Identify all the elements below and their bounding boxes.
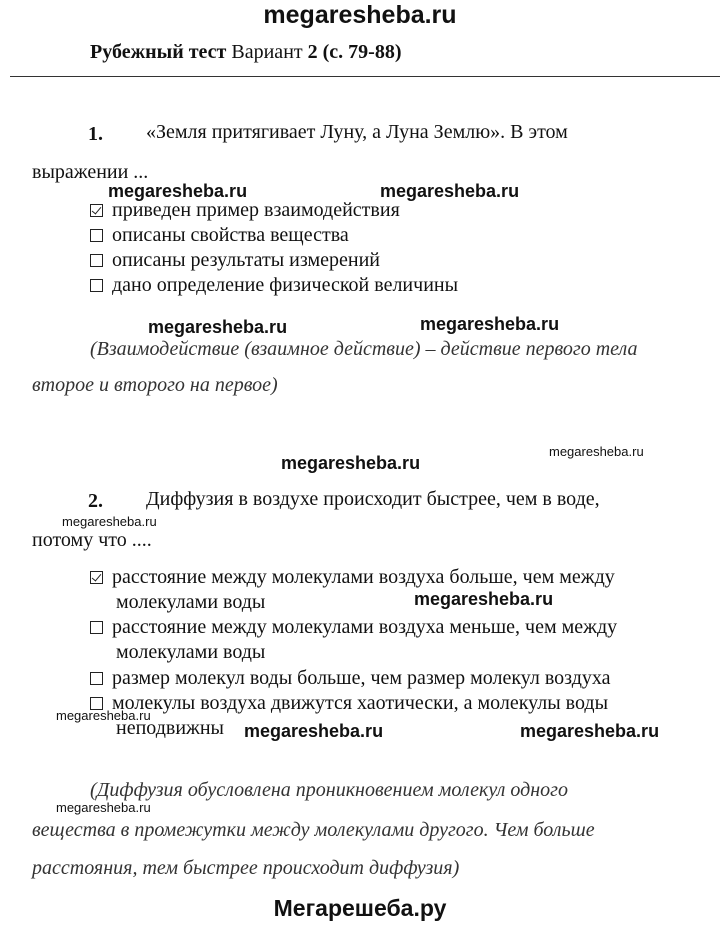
variant-pages: 2 (с. 79-88)	[307, 41, 402, 63]
checkbox-checked-icon	[90, 571, 103, 584]
q2-number: 2.	[88, 490, 103, 512]
watermark: megaresheba.ru	[56, 800, 151, 815]
watermark: megaresheba.ru	[414, 589, 554, 609]
q1-explanation-line2: второе и второго на первое)	[32, 374, 278, 396]
q1-text-line1: «Земля притягивает Луну, а Луна Землю». В этом	[146, 121, 568, 143]
watermark: megaresheba.ru	[62, 514, 157, 529]
watermark: megaresheba.ru	[380, 181, 520, 201]
q2-option-1-cont: молекулами воды	[116, 591, 266, 613]
watermark: megaresheba.ru	[148, 317, 288, 337]
q2-option-1-text: расстояние между молекулами воздуха больше, чем между	[112, 566, 615, 588]
watermark: megaresheba.ru	[56, 708, 151, 723]
q2-explanation-line2: вещества в промежутки между молекулами другого. Чем больше	[32, 819, 595, 841]
checkbox-checked-icon	[90, 204, 103, 217]
checkbox-icon	[90, 254, 103, 267]
q1-option-3-text: описаны результаты измерений	[112, 249, 380, 271]
q2-option-1[interactable]	[90, 565, 615, 589]
watermark: megaresheba.ru	[549, 444, 644, 459]
checkbox-icon	[90, 279, 103, 292]
q1-option-2-text: описаны свойства вещества	[112, 224, 349, 246]
watermark: megaresheba.ru	[420, 314, 560, 334]
q1-option-1[interactable]	[90, 198, 400, 222]
test-header	[90, 40, 402, 64]
watermark: megaresheba.ru	[244, 721, 384, 741]
q1-text-line2: выражении ...	[32, 161, 149, 183]
q2-option-4-cont: неподвижны	[116, 717, 224, 739]
q1-number: 1.	[88, 123, 103, 145]
q2-explanation-line3: расстояния, тем быстрее происходит диффузия)	[32, 857, 460, 879]
q2-option-2-text: расстояние между молекулами воздуха меньше, чем между	[112, 616, 618, 638]
footer-brand: Мегарешеба.ру	[273, 895, 447, 921]
q1-option-3[interactable]	[90, 248, 380, 272]
q1-option-4-text: дано определение физической величины	[112, 274, 459, 296]
watermark: megaresheba.ru	[108, 181, 248, 201]
test-label: Рубежный тест	[90, 41, 227, 63]
q2-text-line1: Диффузия в воздухе происходит быстрее, чем в воде,	[146, 488, 600, 510]
checkbox-icon	[90, 621, 103, 634]
watermark: megaresheba.ru	[520, 721, 660, 741]
q2-option-3-text: размер молекул воды больше, чем размер молекул воздуха	[112, 667, 611, 689]
q2-explanation-line1: (Диффузия обусловлена проникновением молекул одного	[90, 779, 568, 801]
q2-option-4[interactable]	[90, 691, 608, 715]
q2-option-2[interactable]	[90, 615, 617, 639]
header-divider	[10, 76, 720, 77]
q2-option-4-text: молекулы воздуха движутся хаотически, а молекулы воды	[112, 692, 609, 714]
q2-text-line2: потому что ....	[32, 529, 152, 551]
q1-option-2[interactable]	[90, 223, 349, 247]
variant-word: Вариант	[231, 41, 303, 63]
q1-explanation-line1: (Взаимодействие (взаимное действие) – действие первого тела	[90, 338, 638, 360]
q2-option-2-cont: молекулами воды	[116, 641, 266, 663]
checkbox-icon	[90, 229, 103, 242]
watermark: megaresheba.ru	[281, 453, 421, 473]
q1-option-1-text: приведен пример взаимодействия	[112, 199, 400, 221]
checkbox-icon	[90, 672, 103, 685]
q2-option-3[interactable]	[90, 666, 611, 690]
site-title: megaresheba.ru	[263, 1, 457, 29]
q1-option-4[interactable]	[90, 273, 458, 297]
